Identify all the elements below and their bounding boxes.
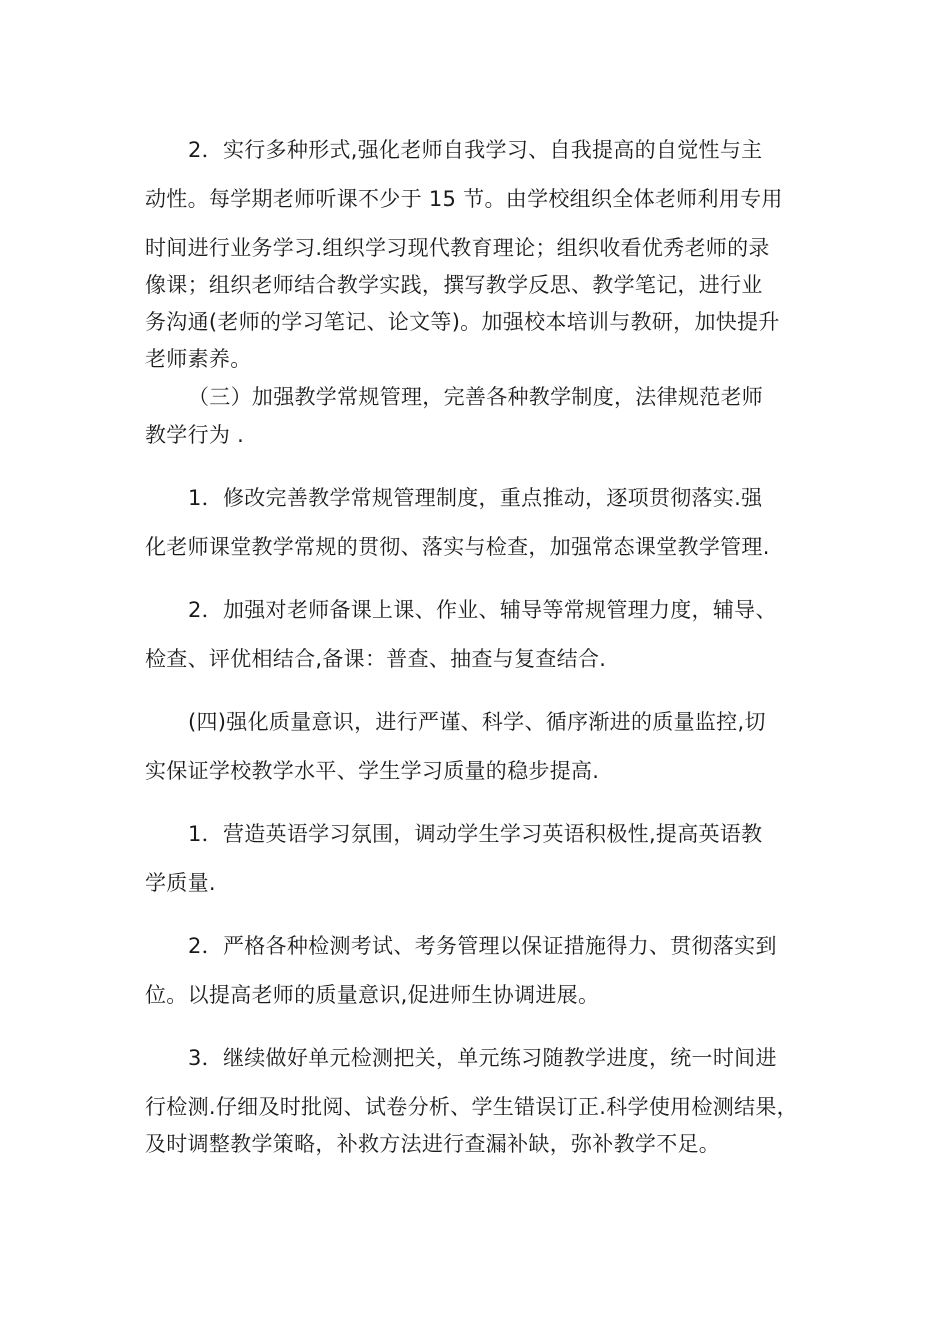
paragraph-line: 动性。每学期老师听课不少于 15 节。由学校组织全体老师利用专用 [145, 187, 783, 211]
paragraph-line: 务沟通(老师的学习笔记、论文等)。加强校本培训与教研，加快提升 [145, 310, 780, 334]
paragraph-line: 3．继续做好单元检测把关，单元练习随教学进度，统一时间进 [188, 1046, 777, 1070]
paragraph-line: 及时调整教学策略，补救方法进行查漏补缺，弥补教学不足。 [145, 1132, 721, 1156]
paragraph-line: 2．严格各种检测考试、考务管理以保证措施得力、贯彻落实到 [188, 934, 777, 958]
section-heading-line: （三）加强教学常规管理，完善各种教学制度，法律规范老师 [188, 385, 764, 409]
paragraph-line: 行检测.仔细及时批阅、试卷分析、学生错误订正.科学使用检测结果， [145, 1095, 798, 1119]
paragraph-line: 检查、评优相结合,备课：普查、抽查与复查结合. [145, 647, 607, 671]
paragraph-line: 老师素养。 [145, 347, 252, 371]
section-heading-line: 实保证学校教学水平、学生学习质量的稳步提高. [145, 759, 600, 783]
paragraph-line: 化老师课堂教学常规的贯彻、落实与检查，加强常态课堂教学管理. [145, 535, 770, 559]
paragraph-line: 2．实行多种形式,强化老师自我学习、自我提高的自觉性与主 [188, 138, 763, 162]
paragraph-line: 位。以提高老师的质量意识,促进师生协调进展。 [145, 983, 600, 1007]
paragraph-line: 2．加强对老师备课上课、作业、辅导等常规管理力度，辅导、 [188, 598, 777, 622]
section-heading-line: 教学行为 . [145, 423, 245, 447]
paragraph-line: 像课；组织老师结合教学实践，撰写教学反思、教学笔记，进行业 [145, 273, 763, 297]
paragraph-line: 时间进行业务学习.组织学习现代教育理论；组织收看优秀老师的录 [145, 236, 770, 260]
paragraph-line: 学质量. [145, 871, 216, 895]
paragraph-line: 1．营造英语学习氛围，调动学生学习英语积极性,提高英语教 [188, 822, 763, 846]
paragraph-line: 1．修改完善教学常规管理制度，重点推动，逐项贯彻落实.强 [188, 486, 763, 510]
section-heading-line: (四)强化质量意识，进行严谨、科学、循序渐进的质量监控,切 [188, 710, 766, 734]
